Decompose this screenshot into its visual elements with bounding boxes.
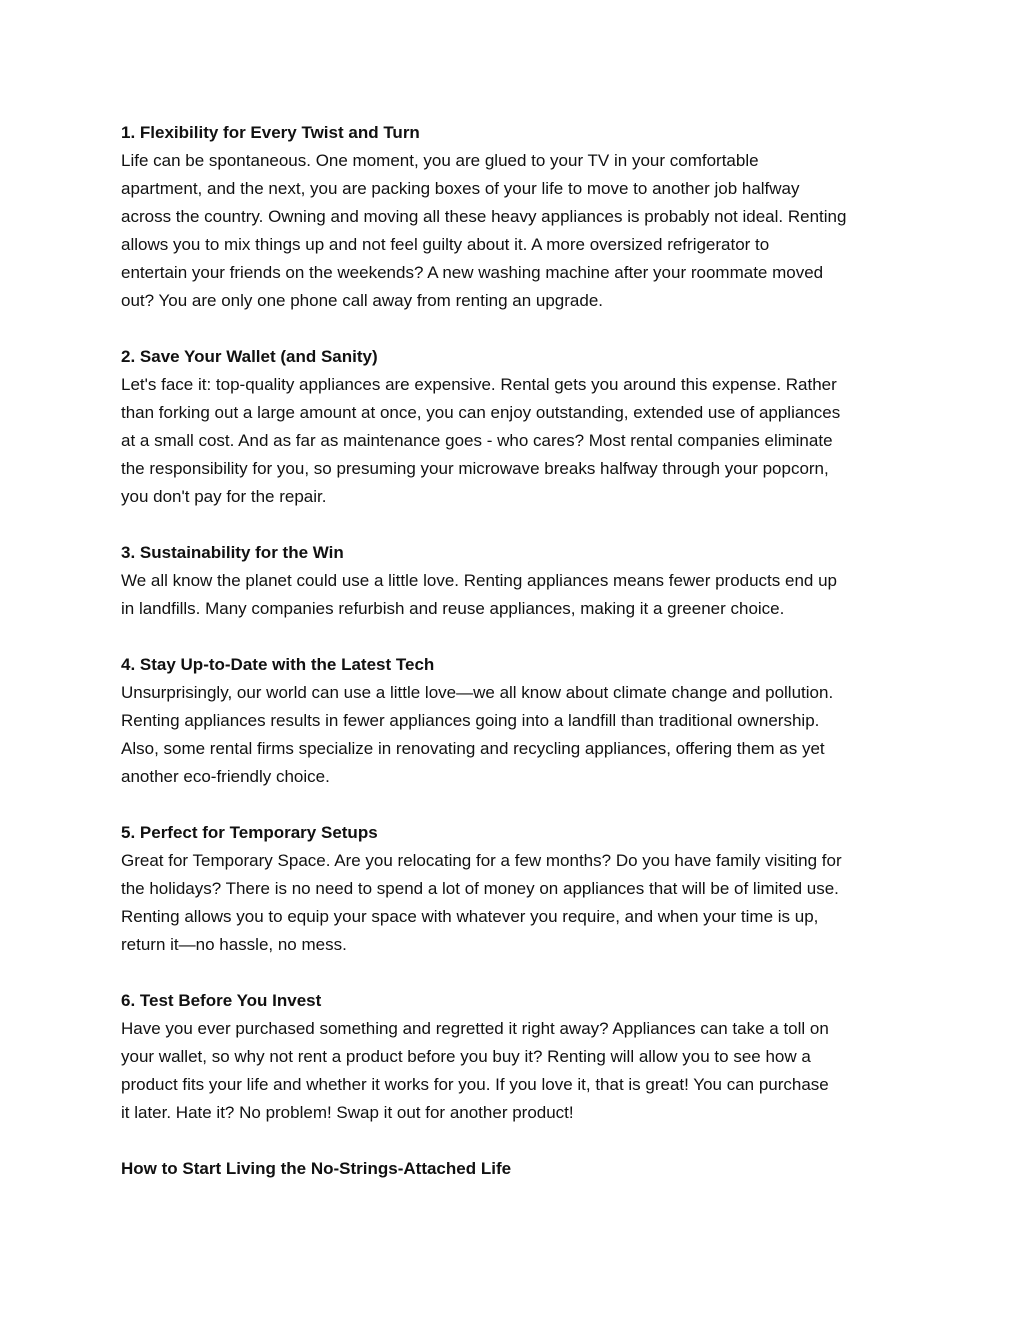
closing-heading: How to Start Living the No-Strings-Attached Life [121, 1159, 512, 1178]
body-line: another eco-friendly choice. [121, 767, 330, 786]
body-line: at a small cost. And as far as maintenance goes - who cares? Most rental companies eliminate [121, 431, 833, 450]
body-line: Unsurprisingly, our world can use a little love—we all know about climate change and pollution. [121, 683, 834, 702]
section-heading: 6. Test Before You Invest [121, 991, 322, 1010]
body-line: apartment, and the next, you are packing boxes of your life to move to another job halfway [121, 179, 800, 198]
section-heading: 1. Flexibility for Every Twist and Turn [121, 123, 420, 142]
section-body [121, 1015, 911, 1127]
body-line: the holidays? There is no need to spend a lot of money on appliances that will be of limited use. [121, 879, 839, 898]
section-closing [121, 1155, 911, 1183]
section-latest-tech [121, 651, 911, 791]
body-line: Renting appliances results in fewer appliances going into a landfill than traditional ownership. [121, 711, 820, 730]
body-line: the responsibility for you, so presuming your microwave breaks halfway through your popcorn, [121, 459, 829, 478]
body-line: entertain your friends on the weekends? A new washing machine after your roommate moved [121, 263, 824, 282]
section-sustainability [121, 539, 911, 623]
body-line: Renting allows you to equip your space with whatever you require, and when your time is up, [121, 907, 819, 926]
section-body [121, 567, 911, 623]
body-line: across the country. Owning and moving all these heavy appliances is probably not ideal. Renting [121, 207, 847, 226]
body-line: Also, some rental firms specialize in renovating and recycling appliances, offering them as yet [121, 739, 825, 758]
section-body [121, 147, 911, 315]
body-line: than forking out a large amount at once, you can enjoy outstanding, extended use of appliances [121, 403, 841, 422]
section-heading: 5. Perfect for Temporary Setups [121, 823, 378, 842]
section-body [121, 679, 911, 791]
section-temporary-setups [121, 819, 911, 959]
body-line: your wallet, so why not rent a product before you buy it? Renting will allow you to see how a [121, 1047, 811, 1066]
body-line: allows you to mix things up and not feel guilty about it. A more oversized refrigerator to [121, 235, 770, 254]
body-line: in landfills. Many companies refurbish and reuse appliances, making it a greener choice. [121, 599, 785, 618]
section-body [121, 847, 911, 959]
body-line: Life can be spontaneous. One moment, you are glued to your TV in your comfortable [121, 151, 759, 170]
body-line: out? You are only one phone call away from renting an upgrade. [121, 291, 604, 310]
section-heading: 4. Stay Up-to-Date with the Latest Tech [121, 655, 435, 674]
section-test-before-invest [121, 987, 911, 1127]
document-page [121, 119, 911, 1211]
section-save-wallet [121, 343, 911, 511]
body-line: We all know the planet could use a little love. Renting appliances means fewer products end up [121, 571, 838, 590]
body-line: Have you ever purchased something and regretted it right away? Appliances can take a toll on [121, 1019, 829, 1038]
section-flexibility [121, 119, 911, 315]
body-line: you don't pay for the repair. [121, 487, 327, 506]
body-line: return it—no hassle, no mess. [121, 935, 347, 954]
section-body [121, 371, 911, 511]
body-line: Let's face it: top-quality appliances are expensive. Rental gets you around this expense. Rather [121, 375, 837, 394]
body-line: it later. Hate it? No problem! Swap it out for another product! [121, 1103, 574, 1122]
body-line: Great for Temporary Space. Are you relocating for a few months? Do you have family visiting for [121, 851, 842, 870]
body-line: product fits your life and whether it works for you. If you love it, that is great! You can purchase [121, 1075, 829, 1094]
section-heading: 2. Save Your Wallet (and Sanity) [121, 347, 378, 366]
section-heading: 3. Sustainability for the Win [121, 543, 344, 562]
